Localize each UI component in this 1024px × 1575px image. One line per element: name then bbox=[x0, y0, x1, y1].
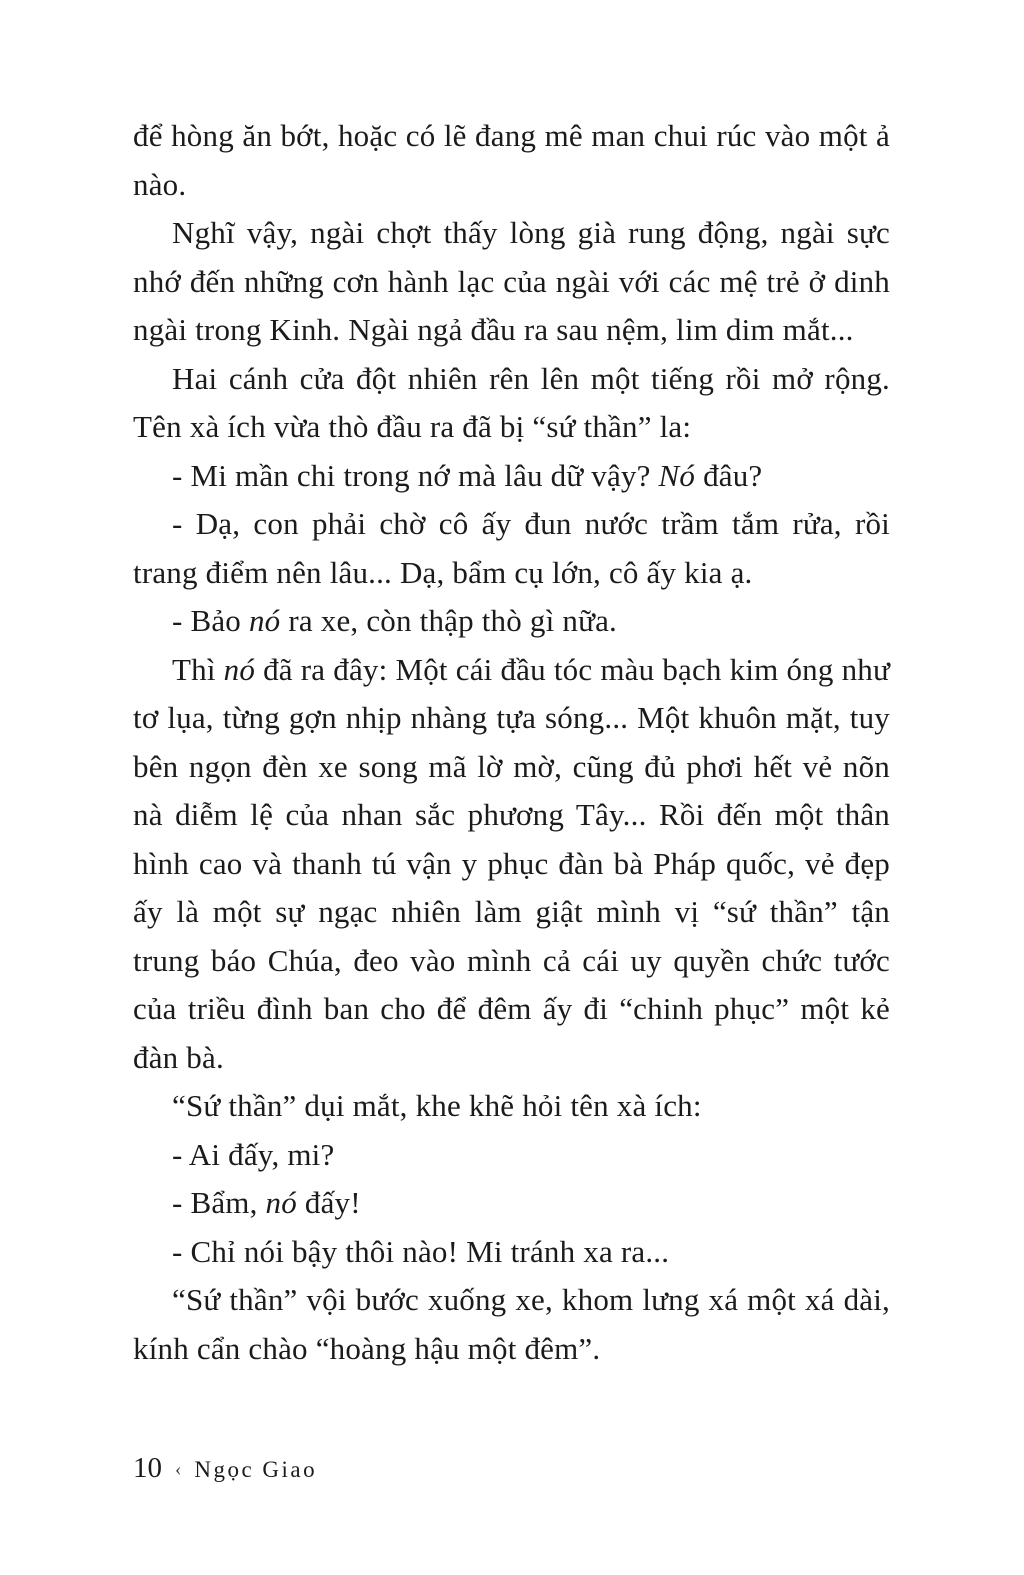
footer-separator-icon: ‹ bbox=[175, 1459, 182, 1480]
emphasized-text: nó bbox=[248, 603, 281, 638]
text-segment: - Ai đấy, mi? bbox=[172, 1136, 335, 1172]
emphasized-text: nó bbox=[265, 1185, 297, 1220]
text-segment: - Chỉ nói bậy thôi nào! Mi tránh xa ra... bbox=[172, 1233, 670, 1269]
emphasized-text: Nó bbox=[658, 457, 696, 493]
paragraph bbox=[133, 1131, 890, 1180]
paragraph bbox=[133, 1082, 890, 1131]
text-segment: - Bảo bbox=[172, 603, 249, 638]
paragraph bbox=[133, 1276, 890, 1373]
text-segment: - Dạ, con phải chờ cô ấy đun nước trầm tắm rửa, rồi trang điểm nên lâu... Dạ, bẩm cụ lớn, cô ấy kia ạ. bbox=[133, 506, 890, 590]
text-segment: - Mi mần chi trong nớ mà lâu dữ vậy? bbox=[172, 457, 659, 493]
paragraph bbox=[133, 452, 890, 501]
text-segment: đấy! bbox=[296, 1185, 361, 1220]
emphasized-text: nó bbox=[223, 651, 256, 687]
running-author: Ngọc Giao bbox=[194, 1457, 318, 1482]
text-segment: ra xe, còn thập thò gì nữa. bbox=[280, 603, 617, 638]
paragraph bbox=[133, 355, 890, 452]
text-segment: Thì bbox=[172, 651, 224, 687]
text-segment: Nghĩ vậy, ngài chợt thấy lòng già rung động, ngài sực nhớ đến những cơn hành lạc của ngài với các mệ trẻ ở dinh ngài trong Kinh. Ngài ngả đầu ra sau nệm, lim dim mắt... bbox=[133, 215, 890, 347]
paragraph bbox=[133, 597, 890, 646]
text-segment: để hòng ăn bớt, hoặc có lẽ đang mê man chui rúc vào một ả nào. bbox=[133, 118, 890, 202]
paragraph bbox=[133, 500, 890, 597]
paragraph bbox=[133, 1228, 890, 1277]
page-number: 10 bbox=[133, 1452, 162, 1484]
paragraph bbox=[133, 646, 890, 1083]
text-segment: “Sứ thần” dụi mắt, khe khẽ hỏi tên xà ích: bbox=[172, 1088, 702, 1123]
paragraph bbox=[133, 209, 890, 355]
text-segment: - Bẩm, bbox=[172, 1185, 266, 1220]
page-footer bbox=[133, 1452, 317, 1485]
text-segment: đã ra đây: Một cái đầu tóc màu bạch kim óng như tơ lụa, từng gợn nhịp nhàng tựa sóng... Một khuôn mặt, tuy bên ngọn đèn xe song mã lờ mờ, cũng đủ phơi hết vẻ nõn nà diễm lệ của nhan sắc phương Tây... Rồi đến một thân hình cao và thanh tú vận y phục đàn bà Pháp quốc, vẻ đẹp ấy là một sự ngạc nhiên làm giật mình vị “sứ thần” tận trung báo Chúa, đeo vào mình cả cái uy quyền chức tước của triều đình ban cho để đêm ấy đi “chinh phục” một kẻ đàn bà. bbox=[133, 651, 890, 1075]
paragraph bbox=[133, 1179, 890, 1228]
text-segment: đâu? bbox=[695, 457, 763, 493]
page-text bbox=[133, 112, 890, 1373]
text-segment: “Sứ thần” vội bước xuống xe, khom lưng xá một xá dài, kính cẩn chào “hoàng hậu một đêm”. bbox=[133, 1282, 890, 1366]
paragraph bbox=[133, 112, 890, 209]
text-segment: Hai cánh cửa đột nhiên rên lên một tiếng rồi mở rộng. Tên xà ích vừa thò đầu ra đã bị “sứ thần” la: bbox=[133, 360, 890, 444]
